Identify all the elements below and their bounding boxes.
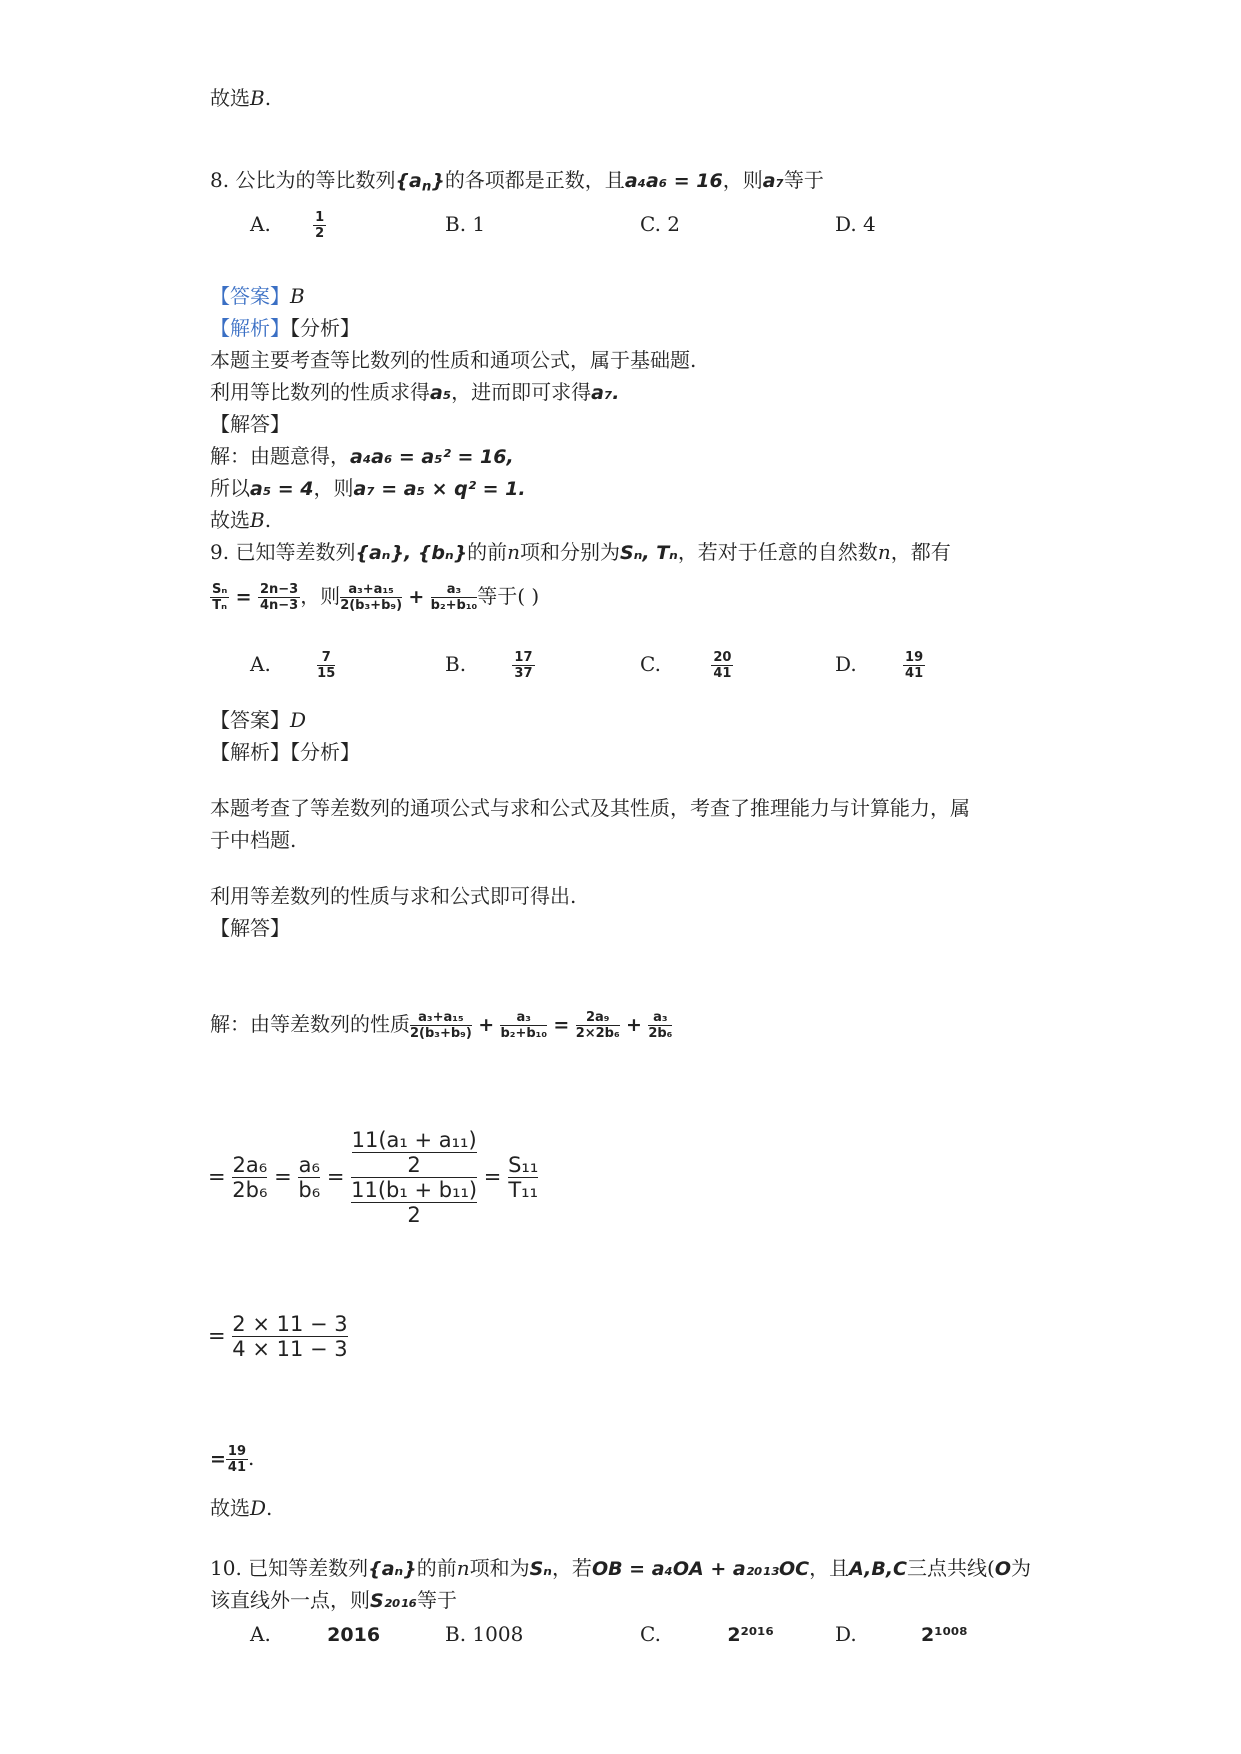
q8-text: 8. 公比为的等比数列 [210,168,396,192]
q9-option-a [250,650,335,681]
q8-option-a-label: A. [250,212,271,236]
q9-analysis-3: 利用等差数列的性质与求和公式即可得出. [210,884,577,908]
q9-final: = $\frac{19}{41}$ . [210,1444,255,1475]
q10-option-c-value: 2²⁰¹⁶ [727,1624,774,1646]
q9-option-d [835,650,925,681]
q9-equation-block-2: = $\frac{2 \times 11 - 3}{4 \times 11 - 3}$ [208,1312,348,1361]
q9-r2n: 2n−3 [259,582,299,597]
q9-text4: ，若对于任意的自然数 [677,540,878,564]
q9-b1 [232,1153,267,1202]
q9-stem-1 [210,538,951,567]
q8-sol1-text: 解：由题意得， [210,444,350,468]
q9-b4d: T₁₁ [508,1178,539,1202]
q9-analysis-heading: 【解析】【分析】 [210,740,360,764]
q8-a7b: a₇. [591,382,620,404]
q8-jieda: 【解答】 [210,412,290,436]
q10-option-a-value: 2016 [327,1624,381,1646]
q8-sol2a: 所以 [210,476,250,500]
q9-final-frac [226,1444,248,1475]
q10-n: n [456,1556,470,1580]
q8-option-a-den: 2 [315,226,325,241]
q9-r2d: 4n−3 [259,598,299,613]
q9-answer [210,706,306,734]
q10-option-c-label: C. [640,1622,661,1646]
q8-seq: $\{a_n\}$ [395,170,445,195]
q8-a7: a₇ [762,170,784,192]
q9-answer-label: 【答案】 [210,708,290,732]
q9-b3n-top: 11(a₁ + a₁₁) [351,1128,477,1152]
q9-equation-block-1: = $\frac{\text{2a₆}}{\text{2b₆}}$ = $\frac{\text{a₆}}{\text{b₆}}$ = $\frac{\frac{\text{11(a₁ + a₁₁)}}{2}}{\frac{\text{11(b₁ + b₁₁)}}{2}}$ = $\frac{\text{S₁₁}}{\text{T₁₁}}$ [208,1128,539,1227]
q9-e2n: a₃ [431,582,478,598]
q8-sol2-a7: a₇ = a₅ × q² = 1. [353,478,526,500]
q10-option-a [250,1620,380,1649]
q10-line2a: 该直线外一点，则 [210,1588,370,1612]
q9-b1n: 2a₆ [232,1153,268,1177]
q9-r1d: Tₙ [212,598,228,613]
q8-answer [210,282,305,310]
q9-option-a-frac [317,650,335,681]
q9-sol-s2n: a₃ [648,1010,672,1026]
q9-option-c-label: C. [640,652,661,676]
q9-a-den: 15 [317,666,336,681]
q9-b3d-bot: 2 [407,1203,421,1227]
q10-seq: {aₙ} [368,1558,417,1580]
q9-equal: 等于( ) [477,584,540,608]
q9-sol1-text: 解：由等差数列的性质 [210,1012,410,1036]
q10-line2b: 等于 [416,1588,457,1612]
q9-d-num: 19 [905,650,924,665]
q9-solution-1: 解：由等差数列的性质 $\frac{\text{a₃+a₁₅}}{\text{2(b₃+b₉)}}$ + $\frac{\text{a₃}}{\text{b₂+b₁₀}}$ = $\frac{\text{2a₉}}{\text{2×2b₆}}$ + $\frac{\text{a₃}}{\text{2b₆}}$ [210,1010,673,1041]
q10-text5: ，且 [809,1556,850,1580]
q9-b3 [351,1128,477,1227]
q10-option-d-value: 2¹⁰⁰⁸ [921,1624,968,1646]
q9-b3-numerator [351,1128,477,1178]
q8-analysis-2 [210,378,620,407]
q8-option-a [250,210,326,241]
q10-option-a-label: A. [250,1622,271,1646]
line-choose-b-prev: 故选B. [210,86,272,110]
q9-expr1 [340,582,402,613]
q8-answer-value: B [290,284,305,308]
q8-analysis-heading [210,314,360,342]
jiexi-label-blue: 【解析】 [210,316,290,340]
q9-jieda: 【解答】 [210,916,290,940]
fenxi-label: 【分析】 [290,316,360,340]
q9-a-num: 7 [317,650,335,666]
q9-e2d: b₂+b₁₀ [430,598,478,613]
q9-text3: 项和分别为 [520,540,621,564]
q10-text7: 为 [1010,1556,1031,1580]
q9-b2d: b₆ [298,1178,321,1202]
q10-s2016: S₂₀₁₆ [370,1590,417,1612]
q8-option-c: C. 2 [640,212,681,236]
q8-text3: ，则 [722,168,763,192]
q9-then: ，则 [300,584,341,608]
q9-sol-s2 [648,1010,672,1041]
q8-option-a-num: 1 [315,210,325,225]
q10-abc: A,B,C [849,1558,907,1580]
q9-option-c [640,650,733,681]
text-guxuan: 故选 [210,86,250,110]
q9-sol-s1 [576,1010,620,1041]
q9-b3d-top: 11(b₁ + b₁₁) [351,1178,478,1202]
q9-text2: 的前 [467,540,508,564]
q8-option-b: B. 1 [445,212,486,236]
q9-seqs: {aₙ}, {bₙ} [355,542,468,564]
q9-ratio1 [210,582,229,613]
q8-sol2-a5: a₅ = 4 [250,478,314,500]
q9-c [232,1312,347,1361]
q9-sol-e2n: a₃ [500,1010,547,1026]
q9-answer-value: D [290,708,307,732]
q9-b4 [508,1153,538,1202]
q9-sol-s2d: 2b₆ [648,1026,673,1041]
q8-a5: a₅ [430,382,452,404]
q9-sol-s1d: 2×2b₆ [575,1026,620,1041]
q9-b4n: S₁₁ [508,1153,539,1177]
q10-option-b: B. 1008 [445,1622,524,1646]
answer-label-blue: 【答案】 [210,284,290,308]
q9-e1n: a₃+a₁₅ [340,582,402,598]
q8-sol2b: ，则 [313,476,354,500]
q9-b1d: 2b₆ [232,1178,268,1202]
q8-analysis-1: 本题主要考查等比数列的性质和通项公式，属于基础题. [210,348,697,372]
q8-stem [210,166,824,201]
q9-sol-e1n: a₃+a₁₅ [410,1010,472,1026]
q8-guxuan: 故选 [210,508,250,532]
q9-ratio2 [258,582,300,613]
q9-b-den: 37 [514,666,533,681]
q9-option-d-frac [903,650,925,681]
q9-analysis-1: 本题考查了等差数列的通项公式与求和公式及其性质，考查了推理能力与计算能力，属 [210,796,970,820]
q8-solution-2 [210,474,526,503]
q9-b2 [298,1153,320,1202]
q9-text5: ，都有 [890,540,951,564]
q8-text2: 的各项都是正数，且 [444,168,625,192]
q9-expr2 [431,582,478,613]
q9-final-d: 41 [227,1460,247,1475]
q8-choose: 故选B. [210,508,272,532]
q9-sol-s1n: 2a₉ [576,1010,620,1026]
q9-text1: 9. 已知等差数列 [210,540,356,564]
q9-sol-e2d: b₂+b₁₀ [500,1026,548,1041]
q10-stem-2 [210,1586,457,1615]
q10-stem-1 [210,1554,1031,1583]
q9-b3n-bot: 2 [407,1153,421,1177]
q9-b-num: 17 [514,650,533,665]
q8-option-d: D. 4 [835,212,876,236]
q9-sol-e1d: 2(b₃+b₉) [410,1026,472,1041]
q9-r1n: Sₙ [212,582,228,597]
q9-option-b [445,650,535,681]
q10-text3: 项和为 [469,1556,530,1580]
q9-sol-e2 [500,1010,547,1041]
q8-choose-b: B [250,508,265,532]
q9-d-den: 41 [905,666,924,681]
q10-sn: Sₙ [529,1558,552,1580]
q10-option-c [640,1620,774,1649]
q8-analysis-2b: ，进而即可求得 [451,380,592,404]
q8-cond: a₄a₆ = 16 [624,170,723,192]
q9-c-den: 41 [713,666,732,681]
q9-option-d-label: D. [835,652,857,676]
q10-text4: ，若 [551,1556,592,1580]
q9-b3-denominator [351,1178,477,1227]
q10-text2: 的前 [416,1556,457,1580]
q9-n: n [507,540,521,564]
q10-o: O [994,1558,1011,1580]
q9-analysis-2: 于中档题. [210,828,297,852]
q9-b2n: a₆ [298,1153,320,1177]
q9-stem-2: $\frac{\text{Sₙ}}{\text{Tₙ}}$ = $\frac{2n-3}{4n-3}$ ，则 $\frac{\text{a₃+a₁₅}}{\text{2(b₃+b₉)}}$ + $\frac{\text{a₃}}{\text{b₂+b₁₀}}$ 等于( ) [212,582,540,613]
q8-analysis-2a: 利用等比数列的性质求得 [210,380,430,404]
q9-option-b-frac [512,650,534,681]
q9-c-num: 20 [713,650,732,665]
q9-final-n: 19 [227,1444,247,1459]
q9-choose-d: D [250,1496,267,1520]
q8-text4: 等于 [783,168,824,192]
q9-st: Sₙ, Tₙ [620,542,678,564]
q10-text1: 10. 已知等差数列 [210,1556,369,1580]
q8-option-a-frac [313,210,326,241]
q8-solution-1 [210,442,514,471]
q9-option-a-label: A. [250,652,271,676]
q8-sol1-math: a₄a₆ = a₅² = 16, [350,446,514,468]
q10-vec: OB = a₄OA + a₂₀₁₃OC [591,1558,810,1580]
math-b: B [250,86,265,110]
q9-e1d: 2(b₃+b₉) [340,598,403,613]
q10-option-d-label: D. [835,1622,857,1646]
q9-n2: n [877,540,891,564]
q9-guxuan: 故选 [210,1496,250,1520]
q9-sol-e1 [410,1010,472,1041]
q9-option-c-frac [711,650,733,681]
q9-choose: 故选D. [210,1496,273,1520]
q10-text6: 三点共线( [907,1556,995,1580]
q9-c-n: 2 × 11 − 3 [232,1312,348,1336]
q10-option-d [835,1620,968,1649]
q9-c-d: 4 × 11 − 3 [232,1337,348,1361]
q9-option-b-label: B. [445,652,467,676]
